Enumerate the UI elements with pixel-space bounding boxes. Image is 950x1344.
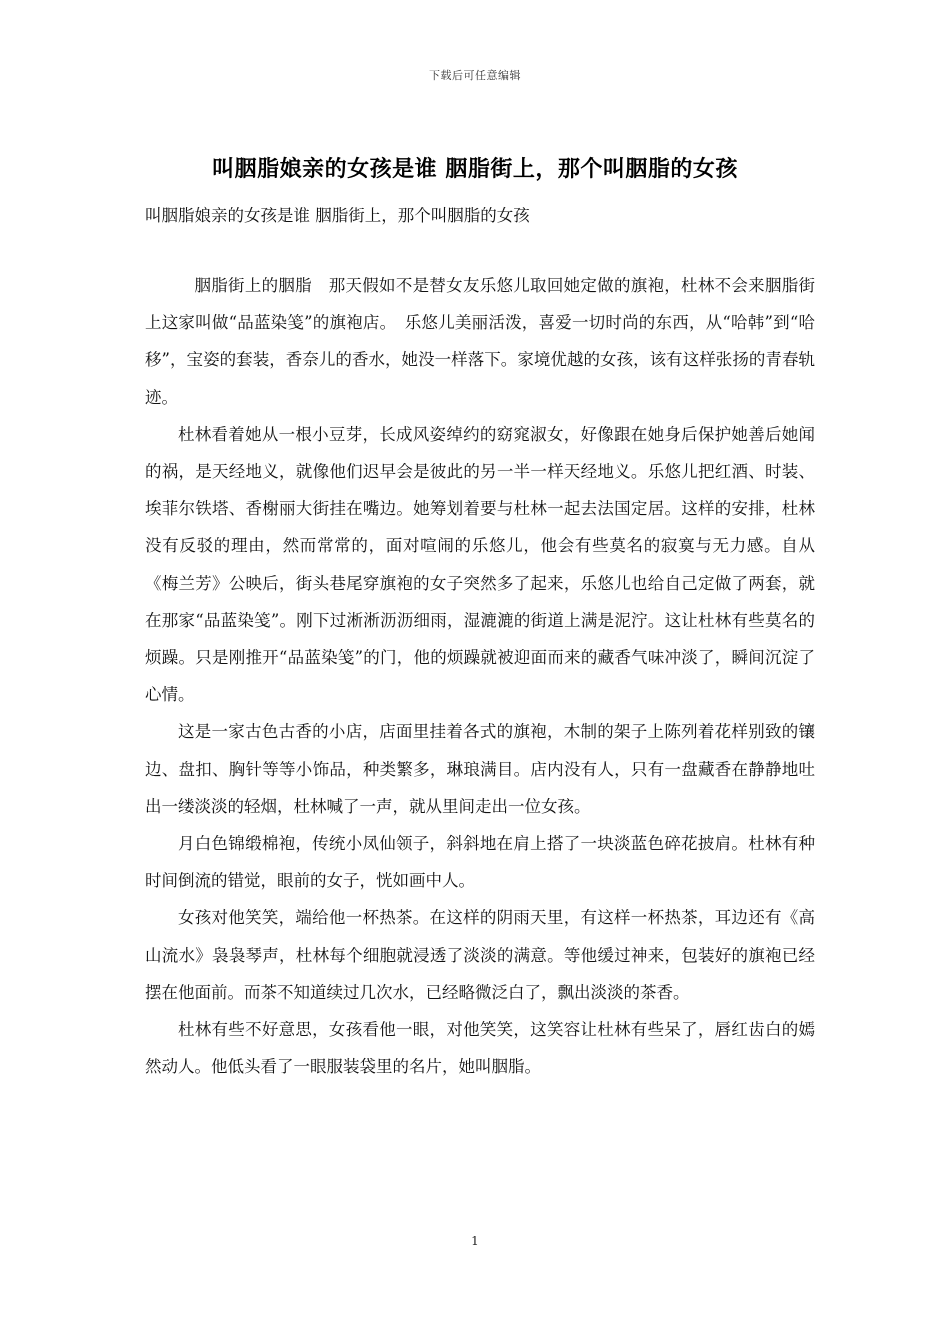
document-subtitle: 叫胭脂娘亲的女孩是谁 胭脂街上，那个叫胭脂的女孩: [145, 206, 530, 225]
paragraph-6: 杜林有些不好意思，女孩看他一眼，对他笑笑，这笑容让杜林有些呆了，唇红齿白的嫣然动人。他低头看了一眼服装袋里的名片，她叫胭脂。: [145, 1020, 815, 1077]
paragraph-5: 女孩对他笑笑，端给他一杯热茶。在这样的阴雨天里，有这样一杯热茶，耳边还有《高山流水》袅袅琴声，杜林每个细胞就浸透了淡淡的满意。等他缓过神来，包装好的旗袍已经摆在他面前。而茶不知道续过几次水，已经略微泛白了，飘出淡淡的茶香。: [145, 908, 815, 1002]
paragraph-4: 月白色锦缎棉袍，传统小凤仙领子，斜斜地在肩上搭了一块淡蓝色碎花披肩。杜林有种时间倒流的错觉，眼前的女子，恍如画中人。: [145, 834, 815, 891]
page-number: 1: [471, 1234, 479, 1248]
document-body: [145, 267, 815, 1085]
document-title: 叫胭脂娘亲的女孩是谁 胭脂街上，那个叫胭脂的女孩: [212, 156, 738, 182]
paragraph-2: 杜林看着她从一根小豆芽，长成风姿绰约的窈窕淑女，好像跟在她身后保护她善后她闻的祸，是天经地义，就像他们迟早会是彼此的另一半一样天经地义。乐悠儿把红酒、时装、埃菲尔铁塔、香榭丽大街挂在嘴边。她筹划着要与杜林一起去法国定居。这样的安排，杜林没有反驳的理由，然而常常的，面对喧闹的乐悠儿，他会有些莫名的寂寞与无力感。自从《梅兰芳》公映后，街头巷尾穿旗袍的女子突然多了起来，乐悠儿也给自己定做了两套，就在那家“品蓝染笺”。刚下过淅淅沥沥细雨，湿漉漉的街道上满是泥泞。这让杜林有些莫名的烦躁。只是刚推开“品蓝染笺”的门，他的烦躁就被迎面而来的藏香气味冲淡了，瞬间沉淀了心情。: [145, 424, 815, 705]
paragraph-1: 胭脂街上的胭脂 那天假如不是替女友乐悠儿取回她定做的旗袍，杜林不会来胭脂街上这家叫做“品蓝染笺”的旗袍店。 乐悠儿美丽活泼，喜爱一切时尚的东西，从“哈韩”到“哈移”，宝姿的套装，香奈儿的香水，她没一样落下。家境优越的女孩，该有这样张扬的青春轨迹。: [145, 276, 815, 407]
header-note: 下载后可任意编辑: [429, 69, 521, 82]
paragraph-3: 这是一家古色古香的小店，店面里挂着各式的旗袍，木制的架子上陈列着花样别致的镶边、盘扣、胸针等等小饰品，种类繁多，琳琅满目。店内没有人，只有一盘藏香在静静地吐出一缕淡淡的轻烟，杜林喊了一声，就从里间走出一位女孩。: [145, 722, 815, 816]
